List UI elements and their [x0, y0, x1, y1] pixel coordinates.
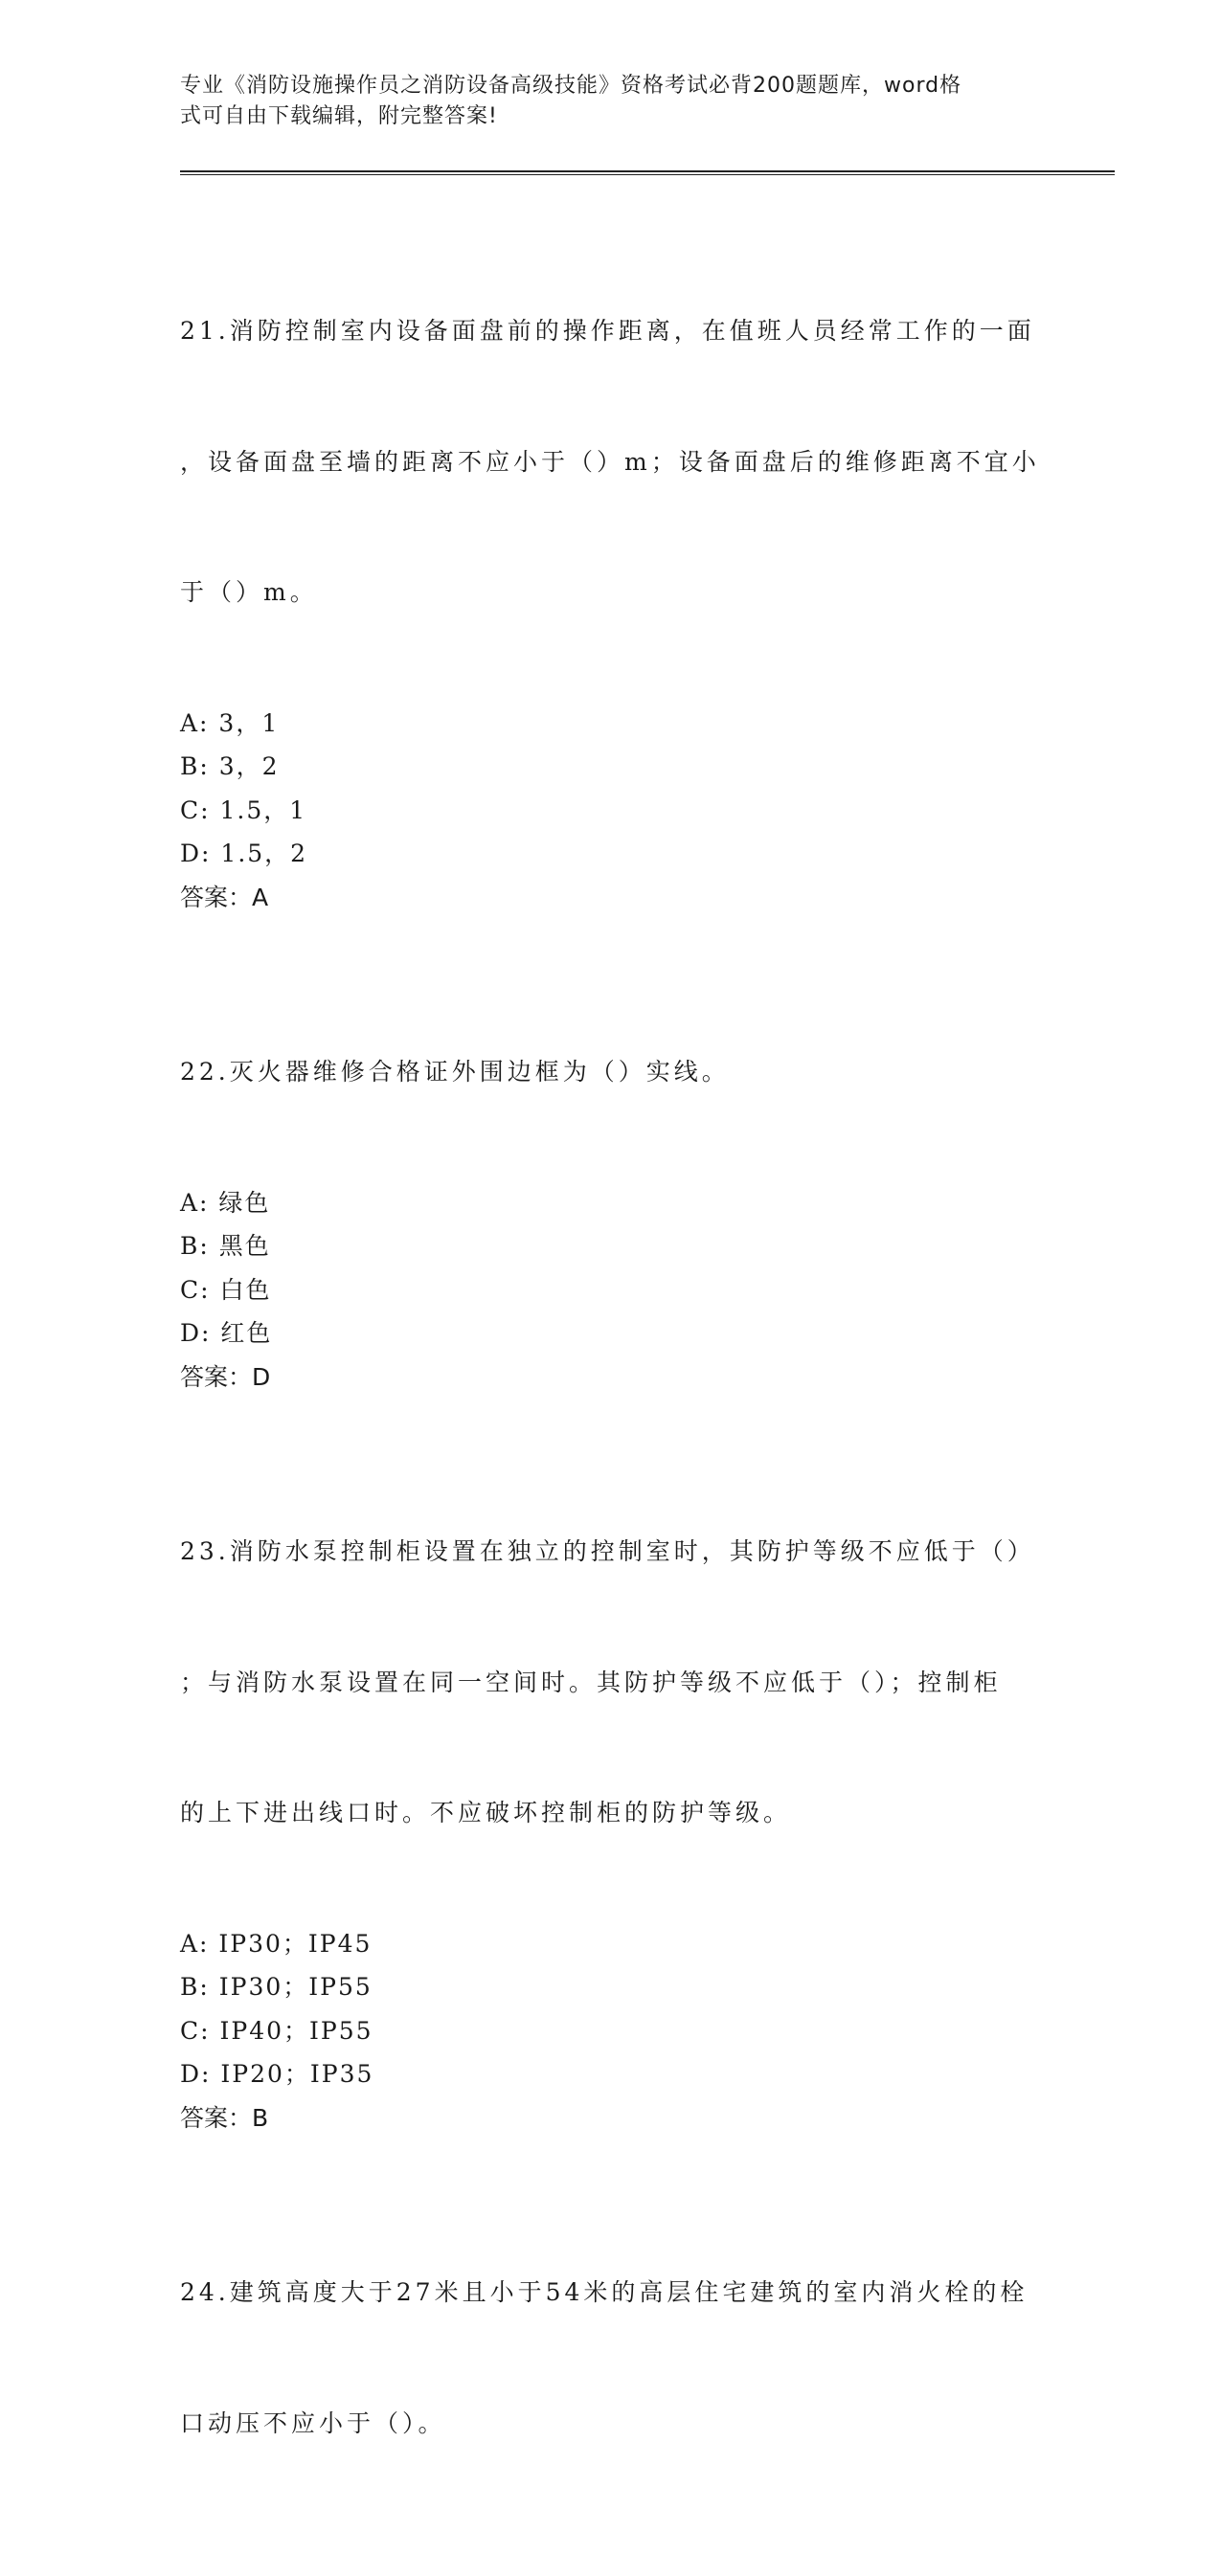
- question-stem-line: 于（）m。: [180, 578, 318, 606]
- option-a: A: 3，1: [180, 708, 280, 737]
- question-list: [180, 222, 1042, 2576]
- option-b: B: 3，2: [180, 752, 280, 780]
- document-header: [180, 71, 1023, 132]
- option-b: B: IP30；IP55: [180, 1973, 373, 2001]
- option-a: A: 绿色: [180, 1188, 271, 1217]
- option-d: D: 1.5，2: [180, 840, 308, 867]
- question-stem-line: 24.建筑高度大于27米且小于54米的高层住宅建筑的室内消火栓的栓: [180, 2278, 1029, 2306]
- question-stem-line: ，设备面盘至墙的距离不应小于（）m；设备面盘后的维修距离不宜小: [180, 447, 1040, 476]
- question-stem-line: 21.消防控制室内设备面盘前的操作距离，在值班人员经常工作的一面: [180, 317, 1035, 345]
- answer-label: 答案：D: [180, 1362, 271, 1391]
- header-line-1: 专业《消防设施操作员之消防设备高级技能》资格考试必背200题题库，word格: [180, 74, 962, 98]
- question-stem-line: 23.消防水泵控制柜设置在独立的控制室时，其防护等级不应低于（）: [180, 1537, 1035, 1565]
- question-22: [180, 963, 1042, 1399]
- option-d: D: IP20；IP35: [180, 2060, 374, 2088]
- question-stem-line: 的上下进出线口时。不应破坏控制柜的防护等级。: [180, 1799, 792, 1826]
- answer-label: 答案：A: [180, 883, 269, 911]
- question-stem-line: ；与消防水泵设置在同一空间时。其防护等级不应低于（）；控制柜: [180, 1668, 1002, 1696]
- option-a: A: IP30；IP45: [180, 1929, 373, 1958]
- option-c: C: 1.5，1: [180, 795, 307, 824]
- option-d: D: 红色: [180, 1319, 273, 1347]
- question-stem: [180, 222, 1042, 702]
- question-stem: [180, 963, 1042, 1181]
- option-c: C: IP40；IP55: [180, 2016, 373, 2045]
- question-stem-line: 22.灭火器维修合格证外围边框为（）实线。: [180, 1058, 730, 1086]
- question-stem: [180, 2184, 1042, 2532]
- header-line-2: 式可自由下载编辑，附完整答案!: [180, 104, 498, 128]
- answer-label: 答案：B: [180, 2103, 269, 2132]
- question-stem-line: 口动压不应小于（）。: [180, 2408, 446, 2437]
- question-23: [180, 1443, 1042, 2139]
- header-divider: [180, 170, 1115, 176]
- question-21: [180, 222, 1042, 919]
- option-b: B: 黑色: [180, 1232, 271, 1260]
- option-c: C: 白色: [180, 1275, 272, 1304]
- question-stem: [180, 1443, 1042, 1922]
- question-24: [180, 2184, 1042, 2532]
